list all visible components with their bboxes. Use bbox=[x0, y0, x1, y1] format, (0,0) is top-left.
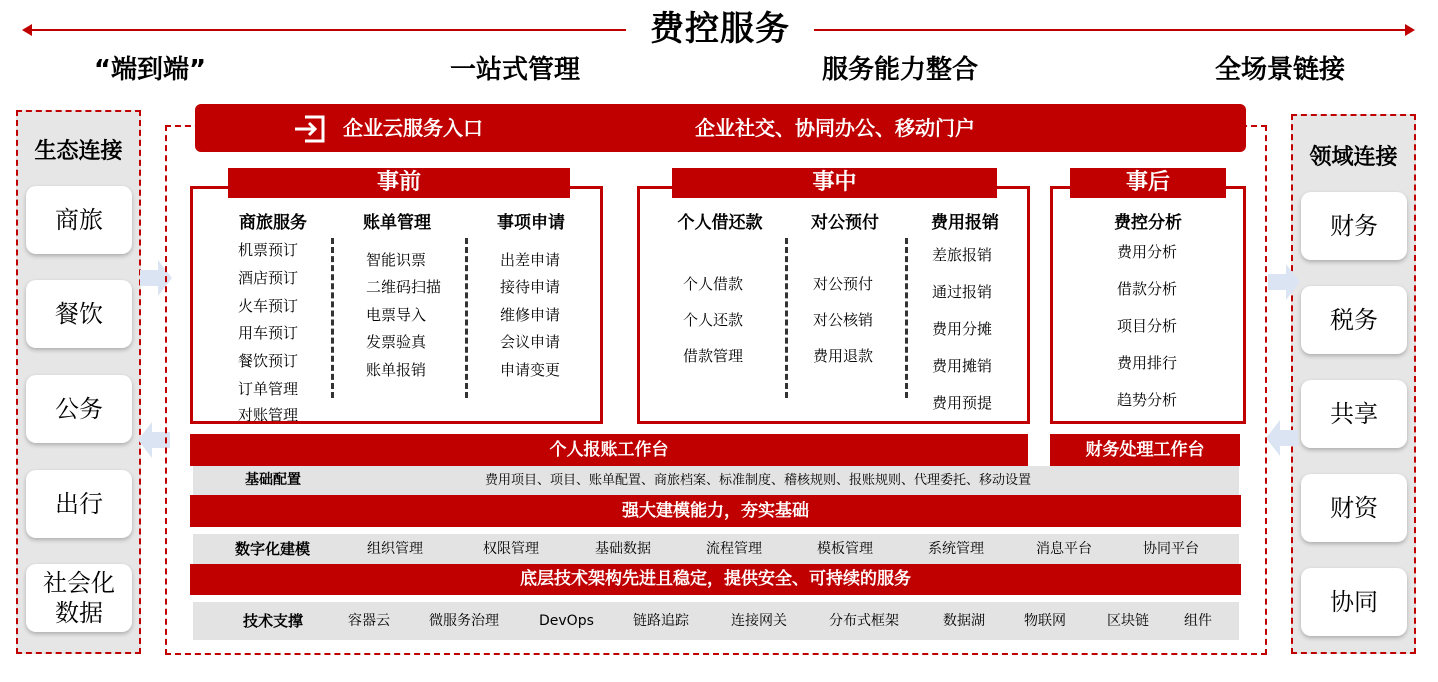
before-col-1-head: 商旅服务 bbox=[239, 213, 307, 233]
eco-card-travel: 商旅 bbox=[26, 186, 132, 254]
before-item: 申请变更 bbox=[500, 361, 561, 379]
before-col-2-head: 账单管理 bbox=[363, 213, 431, 233]
domain-card-shared: 共享 bbox=[1301, 380, 1407, 448]
during-item: 对公预付 bbox=[813, 275, 874, 293]
digital-item: 协同平台 bbox=[1143, 541, 1199, 557]
finance-workbench-bar: 财务处理工作台 bbox=[1050, 434, 1240, 466]
during-col-3-head: 费用报销 bbox=[931, 213, 999, 233]
domain-card-collab: 协同 bbox=[1301, 568, 1407, 636]
basic-config-row bbox=[193, 466, 1239, 495]
divider bbox=[905, 238, 908, 398]
tech-item: 微服务治理 bbox=[429, 613, 499, 629]
digital-item: 基础数据 bbox=[595, 541, 651, 557]
header-line-left bbox=[30, 29, 626, 31]
tech-support-row bbox=[193, 602, 1239, 640]
phase-during-title: 事中 bbox=[672, 168, 997, 198]
tech-item: 区块链 bbox=[1107, 613, 1149, 629]
during-col-2-head: 对公预付 bbox=[811, 213, 879, 233]
during-item: 对公核销 bbox=[813, 311, 874, 329]
eco-card-dining: 餐饮 bbox=[26, 280, 132, 348]
eco-card-social-data: 社会化 数据 bbox=[26, 564, 132, 632]
before-item: 发票验真 bbox=[366, 333, 427, 351]
basic-config-text: 费用项目、项目、账单配置、商旅档案、标准制度、稽核规则、报账规则、代理委托、移动设置 bbox=[485, 473, 1032, 488]
phase-after-title: 事后 bbox=[1070, 168, 1226, 198]
login-icon bbox=[293, 114, 327, 144]
divider bbox=[785, 238, 788, 398]
digital-item: 模板管理 bbox=[817, 541, 873, 557]
after-item: 借款分析 bbox=[1117, 280, 1178, 298]
during-item: 个人借款 bbox=[683, 275, 744, 293]
enterprise-entry-bar bbox=[195, 104, 1246, 152]
during-item: 借款管理 bbox=[683, 347, 744, 365]
domain-panel bbox=[1291, 114, 1416, 654]
before-item: 维修申请 bbox=[500, 306, 561, 324]
subtitle-one-stop: 一站式管理 bbox=[449, 55, 580, 85]
eco-card-official: 公务 bbox=[26, 375, 132, 443]
digital-item: 流程管理 bbox=[706, 541, 762, 557]
tech-item: 链路追踪 bbox=[633, 613, 689, 629]
digital-item: 系统管理 bbox=[928, 541, 984, 557]
phase-before-title: 事前 bbox=[228, 168, 570, 198]
arrow-in-right-icon bbox=[1266, 418, 1300, 458]
before-item: 二维码扫描 bbox=[366, 278, 442, 296]
before-item: 智能识票 bbox=[366, 251, 427, 269]
ecosystem-title: 生态连接 bbox=[34, 139, 123, 164]
divider bbox=[331, 238, 334, 398]
before-item: 机票预订 bbox=[238, 241, 299, 259]
before-item: 电票导入 bbox=[366, 306, 427, 324]
tech-item: 数据湖 bbox=[943, 613, 985, 629]
entry-label: 企业云服务入口 bbox=[343, 116, 483, 140]
basic-config-label: 基础配置 bbox=[245, 472, 301, 488]
tech-item: 分布式框架 bbox=[829, 613, 899, 629]
subtitle-capability: 服务能力整合 bbox=[821, 55, 978, 85]
divider bbox=[465, 238, 468, 398]
before-item: 账单报销 bbox=[366, 361, 427, 379]
during-item: 费用预提 bbox=[932, 394, 993, 412]
tech-item: 物联网 bbox=[1024, 613, 1066, 629]
arrow-right-icon bbox=[1405, 24, 1415, 36]
digital-modeling-row bbox=[193, 534, 1239, 564]
arrow-out-right-icon bbox=[1268, 262, 1302, 302]
tech-item: DevOps bbox=[539, 613, 594, 629]
during-item: 通过报销 bbox=[932, 283, 993, 301]
before-col-3-head: 事项申请 bbox=[497, 213, 565, 233]
entry-right-label: 企业社交、协同办公、移动门户 bbox=[695, 116, 975, 140]
domain-card-finance: 财务 bbox=[1301, 192, 1407, 260]
after-item: 项目分析 bbox=[1117, 317, 1178, 335]
after-item: 趋势分析 bbox=[1117, 391, 1178, 409]
subtitle-end-to-end: “端到端” bbox=[93, 55, 207, 85]
before-item: 火车预订 bbox=[238, 297, 299, 315]
during-item: 费用分摊 bbox=[932, 320, 993, 338]
during-item: 个人还款 bbox=[683, 311, 744, 329]
digital-item: 权限管理 bbox=[483, 541, 539, 557]
before-item: 订单管理 bbox=[238, 380, 299, 398]
domain-card-treasury: 财资 bbox=[1301, 474, 1407, 542]
tech-item: 容器云 bbox=[348, 613, 390, 629]
digital-item: 组织管理 bbox=[367, 541, 423, 557]
personal-workbench-bar: 个人报账工作台 bbox=[190, 434, 1028, 466]
after-item: 费用排行 bbox=[1117, 354, 1178, 372]
arrow-left-icon bbox=[22, 24, 32, 36]
ecosystem-panel bbox=[16, 110, 141, 654]
tech-architecture-bar: 底层技术架构先进且稳定，提供安全、可持续的服务 bbox=[190, 564, 1241, 595]
digital-label: 数字化建模 bbox=[235, 540, 311, 558]
during-item: 费用摊销 bbox=[932, 357, 993, 375]
before-item: 用车预订 bbox=[238, 324, 299, 342]
domain-title: 领域连接 bbox=[1309, 145, 1398, 170]
during-col-1-head: 个人借还款 bbox=[677, 213, 763, 233]
before-item: 出差申请 bbox=[500, 251, 561, 269]
tech-item: 组件 bbox=[1184, 613, 1212, 629]
header-line-right bbox=[814, 29, 1406, 31]
page-title: 费控服务 bbox=[650, 9, 790, 49]
eco-card-mobility: 出行 bbox=[26, 470, 132, 538]
before-item: 会议申请 bbox=[500, 333, 561, 351]
before-item: 接待申请 bbox=[500, 278, 561, 296]
during-item: 费用退款 bbox=[813, 347, 874, 365]
after-item: 费用分析 bbox=[1117, 243, 1178, 261]
before-item: 餐饮预订 bbox=[238, 352, 299, 370]
domain-card-tax: 税务 bbox=[1301, 286, 1407, 354]
digital-item: 消息平台 bbox=[1036, 541, 1092, 557]
before-item: 对账管理 bbox=[238, 406, 299, 424]
tech-item: 连接网关 bbox=[731, 613, 787, 629]
tech-label: 技术支撑 bbox=[243, 612, 304, 630]
during-item: 差旅报销 bbox=[932, 246, 993, 264]
after-col-head: 费控分析 bbox=[1114, 213, 1182, 233]
before-item: 酒店预订 bbox=[238, 269, 299, 287]
subtitle-scenario: 全场景链接 bbox=[1214, 55, 1345, 85]
modeling-bar: 强大建模能力，夯实基础 bbox=[190, 495, 1241, 527]
